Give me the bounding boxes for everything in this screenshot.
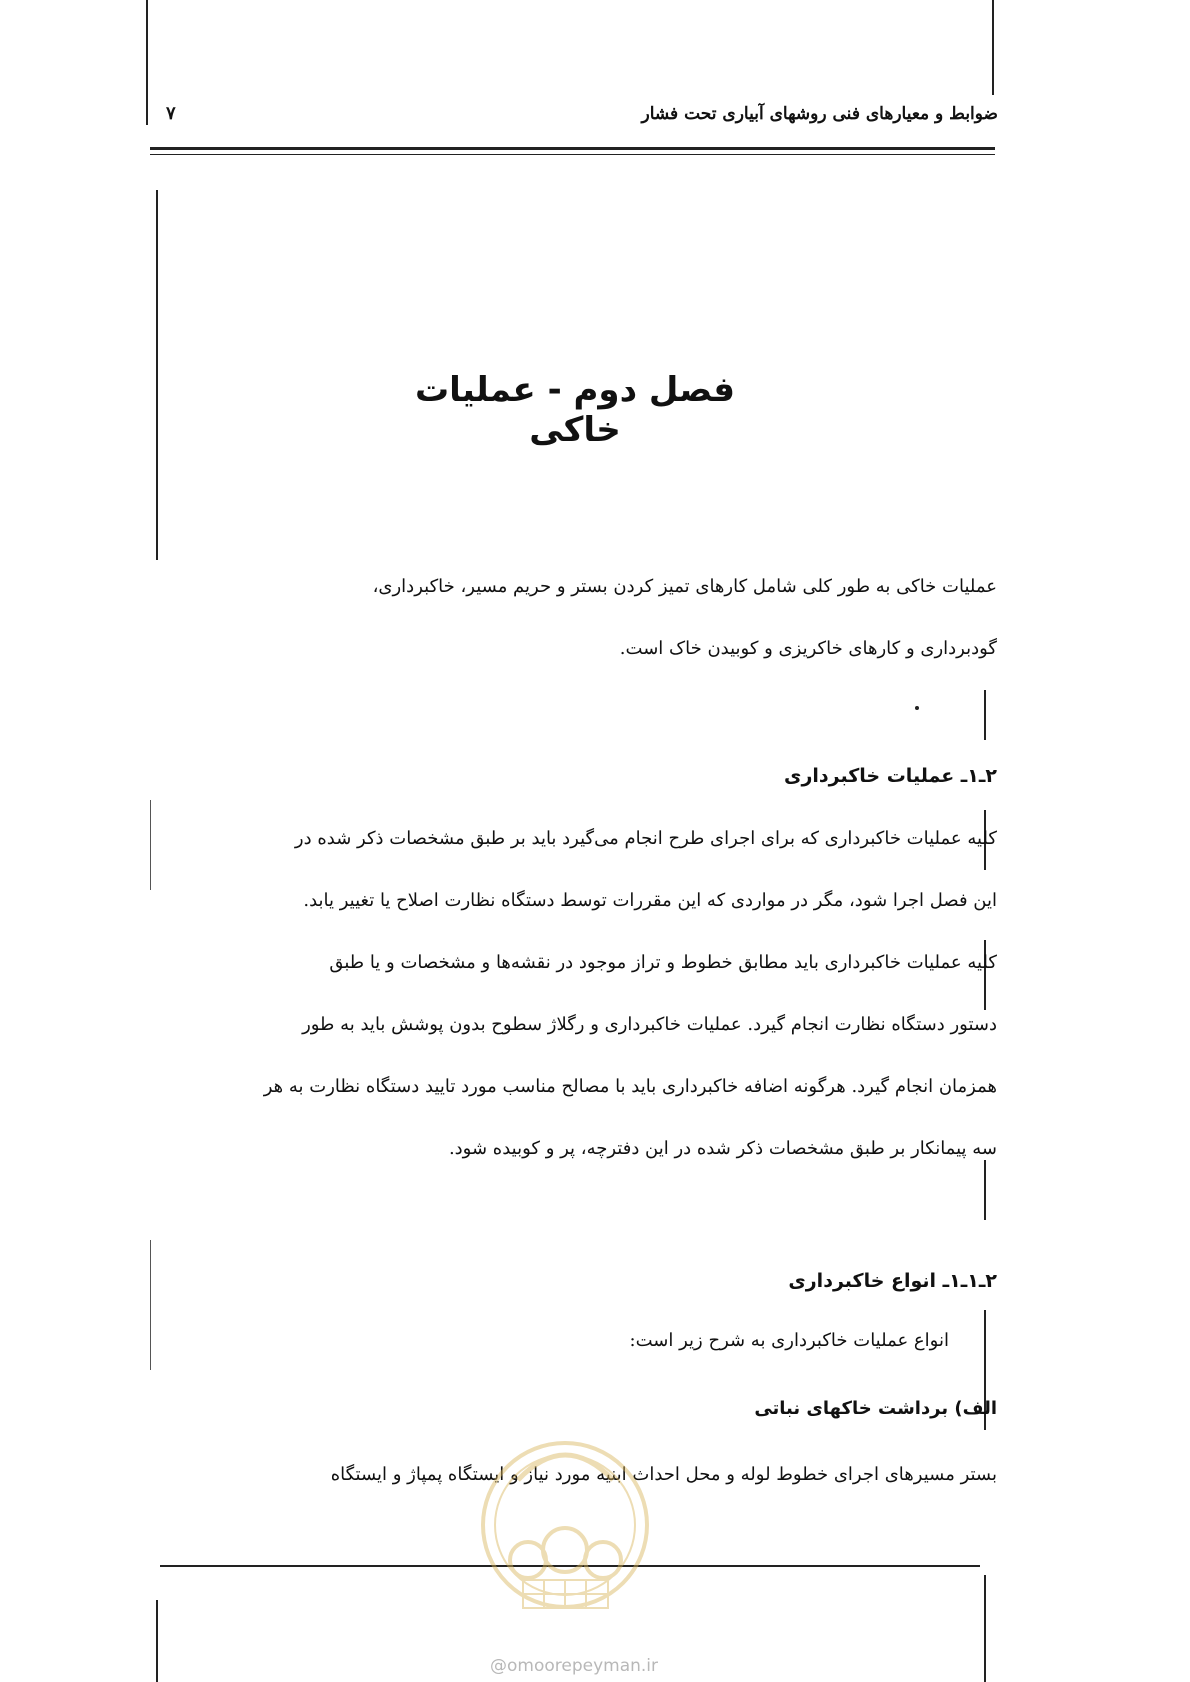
page-number: ۷ [166, 103, 176, 124]
intro-line: عملیات خاکی به طور کلی شامل کارهای تمیز کردن بستر و حریم مسیر، خاکبرداری، [372, 576, 997, 597]
stray-dot [915, 706, 919, 710]
paragraph-line: دستور دستگاه نظارت انجام گیرد. عملیات خاکبرداری و رگلاژ سطوح بدون پوشش باید به طور [302, 1014, 997, 1035]
watermark-seal-logo [478, 1410, 653, 1640]
section-2-1-paragraph-1 [149, 808, 997, 932]
chapter-title: فصل دوم - عملیات خاکی [415, 370, 735, 450]
paragraph-line: بستر مسیرهای اجرای خطوط لوله و محل احداث ابنیه مورد نیاز و ایستگاه پمپاژ و ایستگاه [330, 1464, 997, 1485]
intro-paragraph [149, 556, 997, 680]
paragraph-line: کلیه عملیات خاکبرداری که برای اجرای طرح انجام می‌گیرد باید بر طبق مشخصات ذکر شده در [294, 828, 997, 849]
paragraph-line: کلیه عملیات خاکبرداری باید مطابق خطوط و تراز موجود در نقشه‌ها و مشخصات و یا طبق [329, 952, 997, 973]
margin-line-left [156, 190, 158, 560]
subheading-topsoil-removal: الف) برداشت خاکهای نباتی [754, 1398, 997, 1419]
intro-line: گودبرداری و کارهای خاکریزی و کوبیدن خاک است. [619, 638, 997, 659]
page-edge-line-top-left [146, 0, 148, 125]
section-heading-2-1-1: ۲ـ۱ـ۱ـ انواع خاکبرداری [788, 1270, 997, 1292]
paragraph-line: سه پیمانکار بر طبق مشخصات ذکر شده در این دفترچه، پر و کوبیده شود. [448, 1138, 997, 1159]
running-header-title: ضوابط و معیارهای فنی روشهای آبیاری تحت فشار [641, 104, 998, 124]
page-edge-line-top-right [992, 0, 994, 95]
margin-line-left-footer [156, 1600, 158, 1682]
paragraph-line: انواع عملیات خاکبرداری به شرح زیر است: [629, 1330, 949, 1351]
paragraph-line: این فصل اجرا شود، مگر در مواردی که این مقررات توسط دستگاه نظارت اصلاح یا تغییر یابد. [303, 890, 997, 911]
section-2-1-paragraph-2 [149, 932, 997, 1180]
watermark-url: @omoorepeyman.ir [490, 1656, 659, 1676]
margin-line-right-1 [984, 690, 986, 740]
section-heading-2-1: ۲ـ۱ـ عملیات خاکبرداری [784, 765, 997, 787]
section-2-1-1-intro [149, 1310, 997, 1372]
header-rule-thick [150, 147, 995, 150]
header-rule-thin [150, 154, 995, 155]
margin-line-right-bottom [984, 1575, 986, 1682]
paragraph-line: همزمان انجام گیرد. هرگونه اضافه خاکبرداری باید با مصالح مناسب مورد تایید دستگاه نظارت به هر [263, 1076, 997, 1097]
